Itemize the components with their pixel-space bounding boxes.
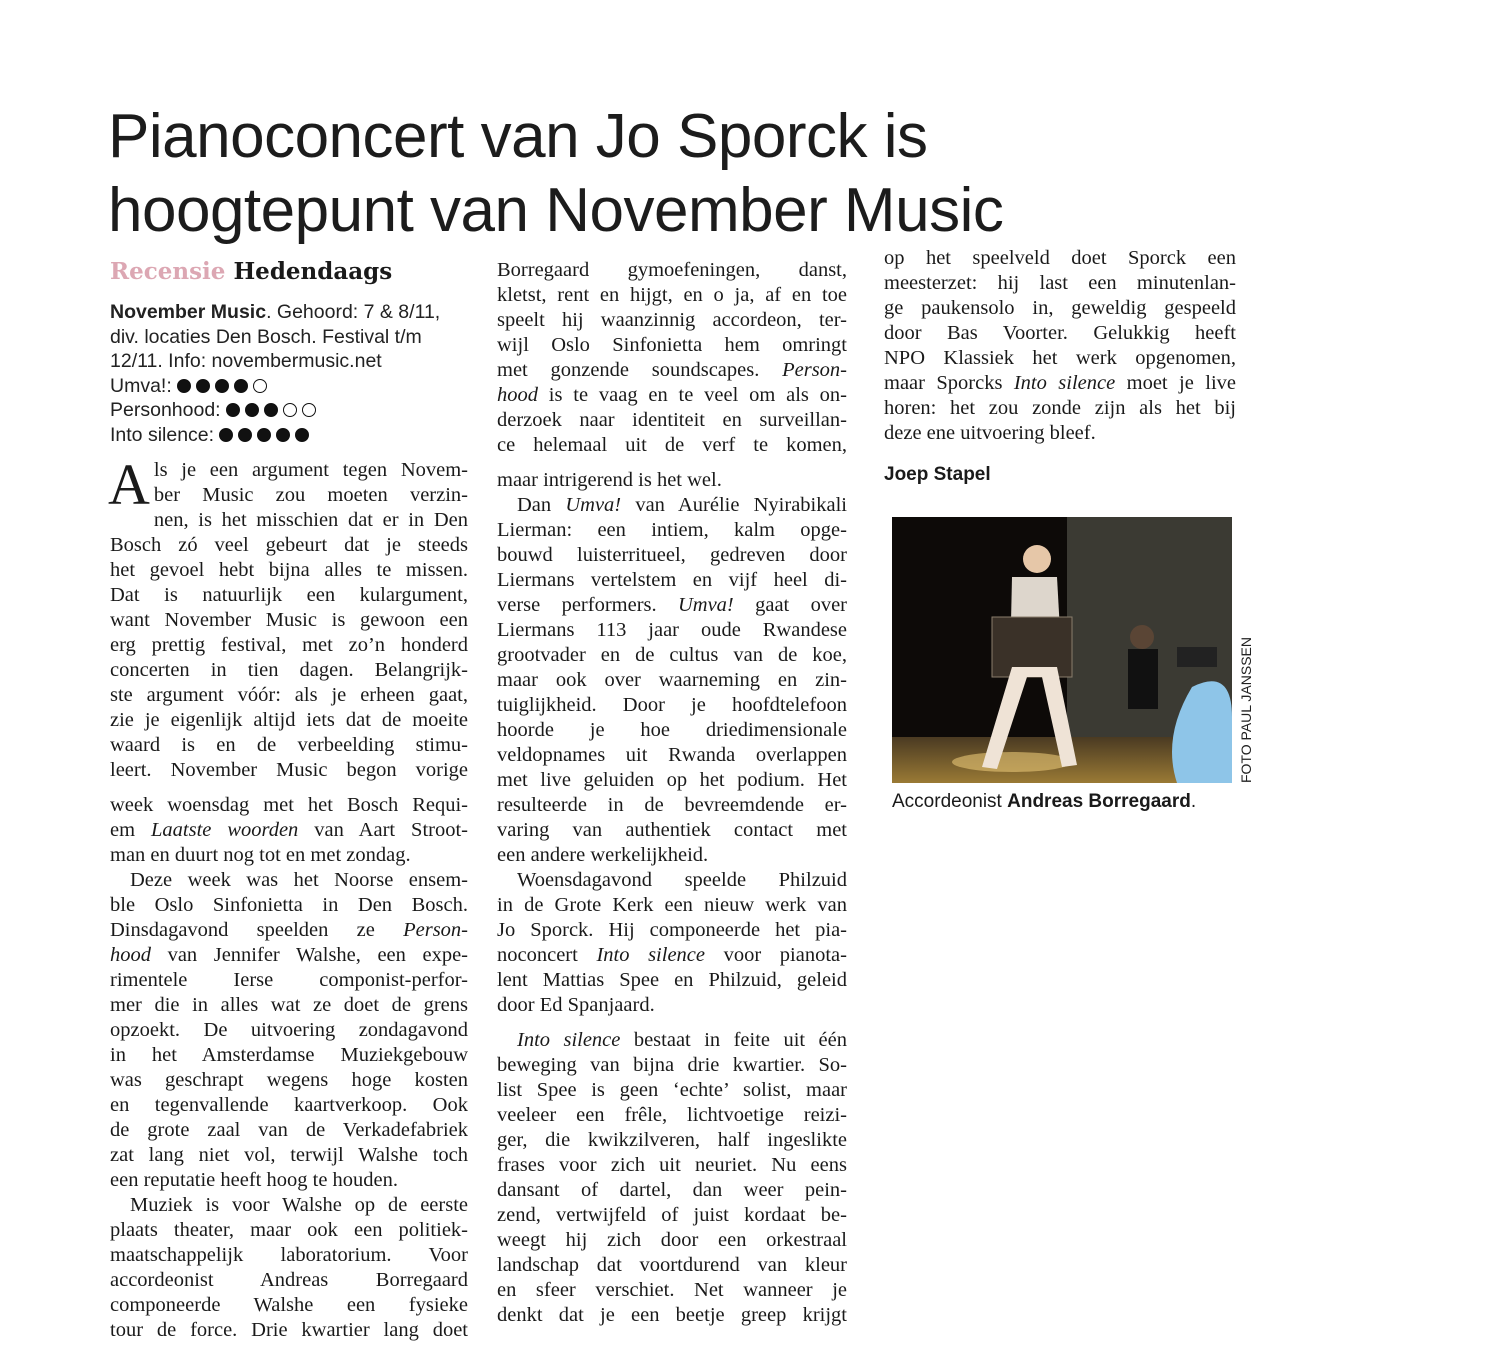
paragraph bbox=[110, 868, 468, 1193]
text-line: was geschrapt wegens hoge kosten bbox=[110, 1069, 468, 1091]
text-line: beweging van bijna drie kwartier. So- bbox=[497, 1054, 847, 1076]
text-line: opzoekt. De uitvoering zondagavond bbox=[110, 1019, 468, 1041]
text-line: Liermans vertelstem en vijf heel di- bbox=[497, 569, 847, 591]
rating-dot-empty-icon bbox=[253, 379, 267, 393]
text-line: ce helemaal uit de verf te komen, bbox=[497, 434, 847, 456]
text-line: Dinsdagavond speelden ze Person- bbox=[110, 919, 468, 941]
text-line: derzoek naar identiteit en surveillan- bbox=[497, 409, 847, 431]
text-line: resulteerde in de bevreemdende er- bbox=[497, 794, 847, 816]
rating-dot-empty-icon bbox=[302, 403, 316, 417]
text-line: maar ook over waarneming en zin- bbox=[497, 669, 847, 691]
text-line: man en duurt nog tot en met zondag. bbox=[110, 844, 411, 866]
text-line: ble Oslo Sinfonietta in Den Bosch. bbox=[110, 894, 468, 916]
text-line: zie je eigenlijk altijd iets dat de moeite bbox=[110, 709, 468, 731]
text-line: en tegenvallende kaartverkoop. Ook bbox=[110, 1094, 468, 1116]
text-line: rimentele Ierse componist-perfor- bbox=[110, 969, 468, 991]
review-info-box bbox=[110, 300, 440, 447]
text-line: de grote zaal van de Verkadefabriek bbox=[110, 1119, 468, 1141]
caption-name: Andreas Borregaard bbox=[1007, 791, 1191, 812]
text-line: horen: het zou zonde zijn als het bij bbox=[884, 397, 1236, 419]
stage-photo bbox=[892, 517, 1232, 783]
text-line: zat lang niet vol, terwijl Walshe toch bbox=[110, 1144, 468, 1166]
rating-dot-filled-icon bbox=[234, 379, 248, 393]
text-line: frases voor zich uit neuriet. Nu eens bbox=[497, 1154, 847, 1176]
headline-line-2: hoogtepunt van November Music bbox=[108, 176, 1004, 245]
text-line: Liermans 113 jaar oude Rwandese bbox=[497, 619, 847, 641]
headline bbox=[108, 100, 1003, 248]
text-line: Dat is natuurlijk een kulargument, bbox=[110, 584, 468, 606]
kicker-label: Recensie bbox=[110, 258, 226, 285]
text-line: Dan Umva! van Aurélie Nyirabikali bbox=[517, 494, 847, 516]
text-line: hood van Jennifer Walshe, een expe- bbox=[110, 944, 468, 966]
paragraph bbox=[497, 468, 847, 493]
text-line: en sfeer verschiet. Net wanneer je bbox=[497, 1279, 847, 1301]
text-line: speelt hij waanzinnig accordeon, ter- bbox=[497, 309, 847, 331]
rating-dot-filled-icon bbox=[238, 428, 252, 442]
text-line: grootvader en de cultus van de koe, bbox=[497, 644, 847, 666]
paragraph bbox=[110, 793, 468, 868]
text-line: list Spee is geen ‘echte’ solist, maar bbox=[497, 1079, 847, 1101]
text-line: Into silence bestaat in feite uit één bbox=[517, 1029, 847, 1051]
text-line: door Bas Voorter. Gelukkig heeft bbox=[884, 322, 1236, 344]
text-line: veldopnames uit Rwanda overlappen bbox=[497, 744, 847, 766]
text-line: tour de force. Drie kwartier lang doet bbox=[110, 1319, 468, 1341]
text-line: een andere werkelijkheid. bbox=[497, 844, 709, 866]
text-line: door Ed Spanjaard. bbox=[497, 994, 655, 1016]
rating-dot-filled-icon bbox=[215, 379, 229, 393]
text-line: em Laatste woorden van Aart Stroot- bbox=[110, 819, 469, 841]
rating-dot-empty-icon bbox=[283, 403, 297, 417]
text-line: dansant of dartel, dan weer pein- bbox=[497, 1179, 847, 1201]
text-line: componeerde Walshe een fysieke bbox=[110, 1294, 468, 1316]
rating-dot-filled-icon bbox=[295, 428, 309, 442]
text-line: maatschappelijk laboratorium. Voor bbox=[110, 1244, 468, 1266]
text-line: Bosch zó veel gebeurt dat je steeds bbox=[110, 534, 468, 556]
text-line: nen, is het misschien dat er in Den bbox=[153, 509, 468, 531]
text-line: verse performers. Umva! gaat over bbox=[497, 594, 847, 616]
paragraph bbox=[497, 1028, 847, 1328]
text-line: ber Music zou moeten verzin- bbox=[153, 484, 468, 506]
rating-dot-filled-icon bbox=[264, 403, 278, 417]
text-line: in het Amsterdamse Muziekgebouw bbox=[110, 1044, 468, 1066]
rating-dot-filled-icon bbox=[196, 379, 210, 393]
event-info: . Gehoord: 7 & 8/11, bbox=[266, 301, 441, 323]
text-line: ste argument vóór: als je erheen gaat, bbox=[110, 684, 468, 706]
text-line: meesterzet: hij last een minutenlan- bbox=[884, 272, 1236, 294]
text-line: Borregaard gymoefeningen, danst, bbox=[497, 259, 847, 281]
text-line: maar intrigerend is het wel. bbox=[497, 469, 722, 491]
ratings bbox=[110, 374, 440, 448]
headline-line-1: Pianoconcert van Jo Sporck is bbox=[108, 102, 928, 171]
event-name: November Music bbox=[110, 301, 267, 323]
rating-dot-filled-icon bbox=[226, 403, 240, 417]
text-line: ge paukensolo in, geweldig gespeeld bbox=[884, 297, 1236, 319]
kicker bbox=[110, 258, 392, 285]
text-line: landschap dat voortdurend van kleur bbox=[497, 1254, 847, 1276]
text-line: mer die in alles wat ze doet de grens bbox=[110, 994, 468, 1016]
paragraph bbox=[884, 246, 1236, 446]
text-line: waard is en de verbeelding stimu- bbox=[110, 734, 468, 756]
text-line: bouwd luisterritueel, gedreven door bbox=[497, 544, 847, 566]
text-line: lent Mattias Spee en Philzuid, geleid bbox=[497, 969, 847, 991]
text-line: week woensdag met het Bosch Requi- bbox=[110, 794, 468, 816]
rating-label: Into silence: bbox=[110, 423, 215, 446]
text-line: erg prettig festival, met zo’n honderd bbox=[110, 634, 468, 656]
text-line: Lierman: een intiem, kalm opge- bbox=[497, 519, 847, 541]
text-line: wijl Oslo Sinfonietta hem omringt bbox=[497, 334, 847, 356]
photo-accordeonist bbox=[892, 517, 1232, 783]
paragraph bbox=[110, 1193, 468, 1343]
paragraph bbox=[497, 258, 847, 458]
text-line: maar Sporcks Into silence moet je live bbox=[884, 372, 1236, 394]
text-line: want November Music is gewoon een bbox=[110, 609, 468, 631]
event-info: 12/11. Info: novembermusic.net bbox=[110, 350, 382, 372]
text-line: Deze week was het Noorse ensem- bbox=[130, 869, 468, 891]
text-line: zend, vertwijfeld of juist kordaat be- bbox=[497, 1204, 847, 1226]
photo-credit: FOTO PAUL JANSSEN bbox=[1238, 637, 1254, 783]
text-line: Jo Sporck. Hij componeerde het pia- bbox=[497, 919, 847, 941]
text-line: met gonzende soundscapes. Person- bbox=[497, 359, 847, 381]
article-column-3 bbox=[884, 246, 1236, 446]
text-line: veeleer een frêle, lichtvoetige reizi- bbox=[497, 1104, 847, 1126]
rating-dot-filled-icon bbox=[219, 428, 233, 442]
text-line: hoorde je hoe driedimensionale bbox=[497, 719, 847, 741]
paragraph bbox=[497, 493, 847, 868]
text-line: concerten in tien dagen. Belangrijk- bbox=[110, 659, 468, 681]
text-line: ls je een argument tegen Novem- bbox=[153, 459, 468, 481]
kicker-category: Hedendaags bbox=[233, 258, 393, 285]
rating-row bbox=[110, 374, 440, 399]
text-line: een reputatie heeft hoog te houden. bbox=[110, 1169, 399, 1191]
rating-row bbox=[110, 398, 440, 423]
text-line: plaats theater, maar ook een politiek- bbox=[110, 1219, 468, 1241]
text-line: denkt dat je een beetje greep krijgt bbox=[497, 1304, 847, 1326]
event-info: div. locaties Den Bosch. Festival t/m bbox=[110, 325, 422, 348]
text-line: ger, die kwikzilveren, half ingeslikte bbox=[497, 1129, 847, 1151]
text-line: noconcert Into silence voor pianota- bbox=[497, 944, 847, 966]
text-line: het gevoel hebt bijna alles te missen. bbox=[110, 559, 468, 581]
paragraph bbox=[108, 452, 468, 783]
text-line: deze ene uitvoering bleef. bbox=[884, 422, 1096, 444]
text-line: tuiglijkheid. Door je hoofdtelefoon bbox=[497, 694, 847, 716]
rating-label: Umva!: bbox=[110, 374, 172, 397]
rating-dot-filled-icon bbox=[276, 428, 290, 442]
rating-dot-filled-icon bbox=[257, 428, 271, 442]
rating-row bbox=[110, 423, 440, 448]
rating-dot-filled-icon bbox=[245, 403, 259, 417]
text-line: weegt hij zich door een orkestraal bbox=[497, 1229, 847, 1251]
text-line: Muziek is voor Walshe op de eerste bbox=[130, 1194, 468, 1216]
text-line: varing van authentiek contact met bbox=[497, 819, 847, 841]
paragraph bbox=[497, 868, 847, 1018]
text-line: accordeonist Andreas Borregaard bbox=[110, 1269, 468, 1291]
text-line: op het speelveld doet Sporck een bbox=[884, 247, 1236, 269]
text-line: met live geluiden op het podium. Het bbox=[497, 769, 847, 791]
text-line: Woensdagavond speelde Philzuid bbox=[517, 869, 847, 891]
rating-label: Personhood: bbox=[110, 399, 221, 421]
rating-dot-filled-icon bbox=[177, 379, 191, 393]
text-line: hood is te vaag en te veel om als on- bbox=[497, 384, 847, 406]
text-line: in de Grote Kerk een nieuw werk van bbox=[497, 894, 847, 916]
photo-caption: Accordeonist Andreas Borregaard. bbox=[892, 791, 1197, 812]
text-line: kletst, rent en hijgt, en o ja, af en toe bbox=[497, 284, 847, 306]
drop-cap: A bbox=[108, 452, 150, 517]
text-line: NPO Klassiek het werk opgenomen, bbox=[884, 347, 1236, 369]
article-column-1 bbox=[108, 452, 469, 1343]
text-line: leert. November Music begon vorige bbox=[110, 759, 468, 781]
author-byline: Joep Stapel bbox=[884, 464, 991, 485]
article-column-2 bbox=[497, 258, 847, 1328]
